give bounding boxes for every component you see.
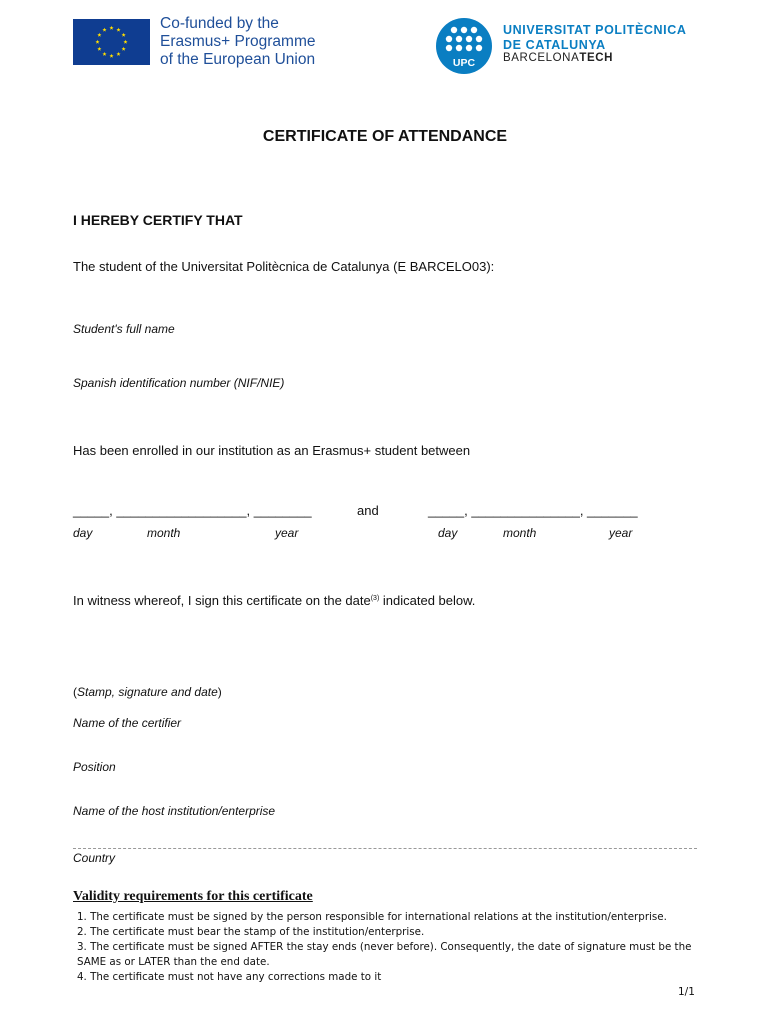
- witness-text: [73, 593, 475, 608]
- witness-before: In witness whereof, I sign this certificate on the date: [73, 593, 371, 608]
- eu-line: Erasmus+ Programme: [160, 33, 316, 50]
- validity-list: [77, 910, 702, 985]
- validity-item: 1. The certificate must be signed by the person responsible for international relations at the institution/enterprise.: [77, 911, 667, 923]
- upc-name-line: UNIVERSITAT POLITÈCNICA: [503, 23, 687, 37]
- start-month-label: month: [147, 526, 181, 540]
- upc-name-line: DE CATALUNYA: [503, 38, 606, 52]
- stamp-open: (: [73, 685, 77, 699]
- end-day-label: day: [438, 526, 458, 540]
- witness-after: indicated below.: [379, 593, 476, 608]
- separator-line: [73, 848, 697, 849]
- certify-heading: I HEREBY CERTIFY THAT: [73, 212, 243, 228]
- nif-label: Spanish identification number (NIF/NIE): [73, 376, 285, 390]
- eu-star-icon: [102, 28, 106, 32]
- host-institution-label: Name of the host institution/enterprise: [73, 804, 276, 818]
- start-day-label: day: [73, 526, 93, 540]
- validity-item: 4. The certificate must not have any corrections made to it: [77, 971, 382, 983]
- eu-star-icon: [109, 26, 113, 30]
- eu-cofunding-text: [160, 15, 315, 69]
- position-label: Position: [73, 760, 116, 774]
- start-date-field[interactable]: _____, __________________, ________: [73, 503, 312, 518]
- end-date-field[interactable]: _____, _______________, _______: [428, 503, 638, 518]
- upc-sub-bold: TECH: [579, 52, 614, 64]
- validity-item: 2. The certificate must bear the stamp of the institution/enterprise.: [77, 926, 425, 938]
- eu-star-icon: [116, 52, 120, 56]
- eu-flag-icon: [73, 19, 150, 65]
- upc-sub-regular: BARCELONA: [503, 52, 580, 64]
- eu-star-icon: [122, 47, 126, 51]
- eu-star-icon: [116, 28, 120, 32]
- end-year-label: year: [609, 526, 633, 540]
- eu-line: Co-funded by the: [160, 15, 279, 32]
- stamp-line: [73, 685, 222, 699]
- eu-star-icon: [97, 33, 101, 37]
- student-intro: The student of the Universitat Politècnica de Catalunya (E BARCELO03):: [73, 259, 495, 274]
- upc-name: [503, 23, 686, 53]
- page-title: CERTIFICATE OF ATTENDANCE: [262, 128, 508, 145]
- start-year-label: year: [275, 526, 299, 540]
- and-word: and: [357, 503, 379, 518]
- page-number: 1/1: [678, 986, 695, 998]
- stamp-label: Stamp, signature and date: [77, 685, 218, 699]
- student-name-label: Student's full name: [73, 322, 175, 336]
- upc-subtitle: [503, 52, 613, 64]
- certifier-name-label: Name of the certifier: [73, 716, 182, 730]
- eu-star-icon: [122, 33, 126, 37]
- end-month-label: month: [503, 526, 537, 540]
- eu-line: of the European Union: [160, 51, 316, 68]
- eu-star-icon: [123, 40, 127, 44]
- upc-logo-icon: [436, 18, 492, 74]
- footnote-ref: (3): [370, 595, 380, 602]
- eu-star-icon: [97, 47, 101, 51]
- eu-star-icon: [102, 52, 106, 56]
- validity-item: 3. The certificate must be signed AFTER the stay ends (never before). Consequently, the date of signature must be the SAME as or LATER than the end date.: [77, 941, 692, 968]
- enrolled-text: Has been enrolled in our institution as an Erasmus+ student between: [73, 443, 471, 458]
- eu-star-icon: [95, 40, 99, 44]
- eu-star-icon: [109, 54, 113, 58]
- stamp-close: ): [217, 685, 222, 699]
- country-label: Country: [73, 851, 116, 865]
- upc-badge-text: UPC: [452, 57, 476, 69]
- validity-title: Validity requirements for this certificate: [73, 889, 313, 904]
